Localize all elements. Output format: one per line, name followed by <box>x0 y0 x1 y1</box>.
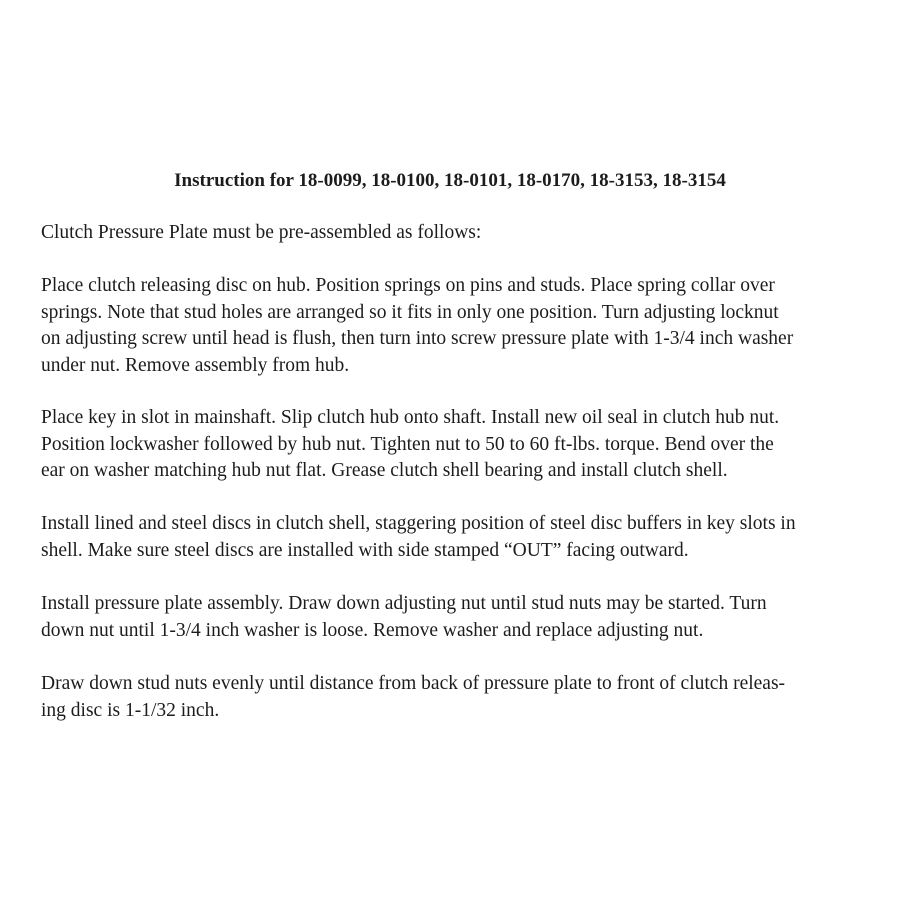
step-paragraph-releasing-disc: Place clutch releasing disc on hub. Position springs on pins and studs. Place spring collar over springs. Note that stud holes are arranged so it fits in only one position. Turn adjusting locknut on adjusting screw until head is flush, then turn into screw pressure plate with 1-3/4 inch washer under nut. Remove assembly from hub. <box>41 275 794 376</box>
step-paragraph-discs: Install lined and steel discs in clutch shell, staggering position of steel disc buffers in key slots in shell. Make sure steel discs are installed with side stamped “OUT” facing outward. <box>41 513 796 561</box>
step-paragraph-stud-nuts: Draw down stud nuts evenly until distance from back of pressure plate to front of clutch releas- ing disc is 1-1/32 inch. <box>41 673 786 721</box>
document-title: Instruction for 18-0099, 18-0100, 18-0101, 18-0170, 18-3153, 18-3154 <box>174 170 726 191</box>
step-paragraph-pressure-plate: Install pressure plate assembly. Draw down adjusting nut until stud nuts may be started. Turn down nut until 1-3/4 inch washer is loose. Remove washer and replace adjusting nut. <box>41 593 767 641</box>
step-paragraph-hub-install: Place key in slot in mainshaft. Slip clutch hub onto shaft. Install new oil seal in clutch hub nut. Position lockwasher followed by hub nut. Tighten nut to 50 to 60 ft-lbs. torque. Bend over the ear on washer matching hub nut flat. Grease clutch shell bearing and install clutch shell. <box>41 407 780 481</box>
intro-paragraph: Clutch Pressure Plate must be pre-assembled as follows: <box>41 222 482 243</box>
